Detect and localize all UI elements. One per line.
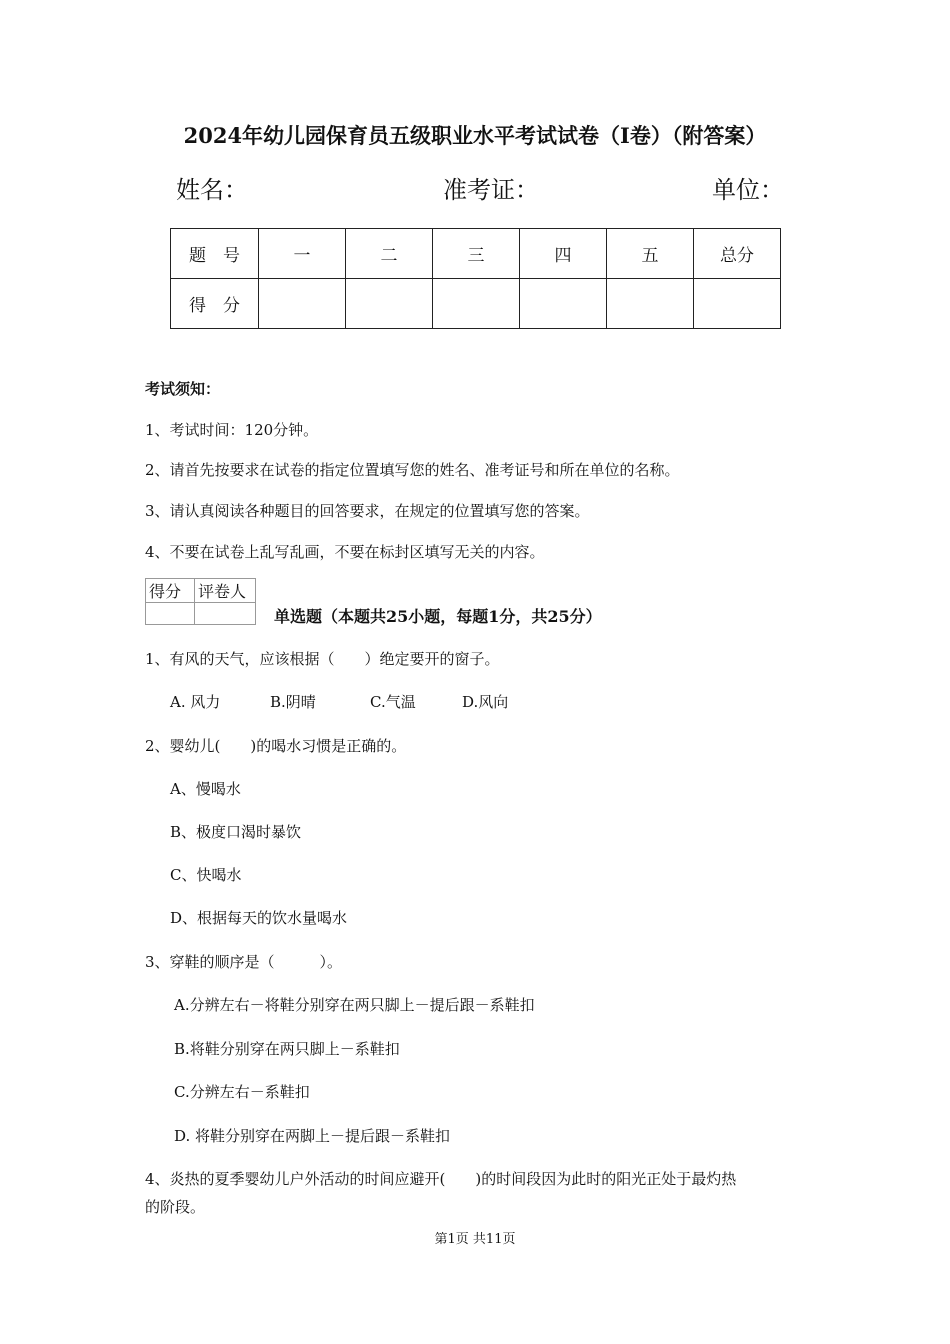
question-option: C.分辨左右－系鞋扣	[174, 1083, 310, 1101]
exam-id-label: 准考证：	[443, 176, 539, 204]
question-stem: 1、有风的天气，应该根据（ ）绝定要开的窗子。	[145, 650, 500, 668]
question-option: C、快喝水	[170, 866, 242, 884]
question-option: D. 将鞋分别穿在两脚上－提后跟－系鞋扣	[174, 1127, 451, 1145]
unit-label: 单位：	[712, 176, 784, 204]
score-row-label: 得 分	[171, 279, 259, 329]
notice-item: 2、请首先按要求在试卷的指定位置填写您的姓名、准考证号和所在单位的名称。	[145, 461, 680, 479]
score-cell[interactable]	[433, 279, 520, 329]
score-table-score-row	[171, 279, 781, 329]
page-footer: 第1页 共11页	[434, 1232, 516, 1247]
score-cell[interactable]	[607, 279, 694, 329]
question-option: A. 风力	[170, 693, 221, 711]
question-stem: 4、炎热的夏季婴幼儿户外活动的时间应避开( )的时间段因为此时的阳光正处于最灼热	[145, 1170, 737, 1188]
score-header-cell: 总分	[694, 229, 781, 279]
score-cell[interactable]	[694, 279, 781, 329]
notice-heading: 考试须知：	[145, 380, 221, 398]
grader-score-label: 得分	[146, 579, 195, 603]
question-option: D、根据每天的饮水量喝水	[170, 909, 348, 927]
question-stem: 3、穿鞋的顺序是（ ）。	[145, 953, 343, 971]
grader-table	[145, 578, 256, 625]
score-cell[interactable]	[520, 279, 607, 329]
score-cell[interactable]	[259, 279, 346, 329]
question-option: B、极度口渴时暴饮	[170, 823, 302, 841]
name-label: 姓名：	[176, 176, 248, 204]
section-title: 单选题（本题共25小题，每题1分，共25分）	[274, 607, 602, 626]
grader-reviewer-label: 评卷人	[195, 579, 256, 603]
score-header-cell: 二	[346, 229, 433, 279]
question-option: B.阴晴	[270, 693, 316, 711]
question-stem: 2、婴幼儿( )的喝水习惯是正确的。	[145, 737, 407, 755]
notice-item: 1、考试时间：120分钟。	[145, 421, 319, 439]
score-cell[interactable]	[346, 279, 433, 329]
score-header-cell: 题 号	[171, 229, 259, 279]
score-table-header-row	[171, 229, 781, 279]
score-header-cell: 三	[433, 229, 520, 279]
grader-reviewer-cell[interactable]	[195, 603, 256, 625]
score-header-cell: 一	[259, 229, 346, 279]
notice-item: 4、不要在试卷上乱写乱画，不要在标封区填写无关的内容。	[145, 543, 545, 561]
question-option: C.气温	[370, 693, 416, 711]
question-stem-continuation: 的阶段。	[145, 1198, 206, 1216]
question-option: A、慢喝水	[170, 780, 241, 798]
score-table	[170, 228, 781, 329]
question-option: D.风向	[462, 693, 509, 711]
question-option: A.分辨左右－将鞋分别穿在两只脚上－提后跟－系鞋扣	[174, 996, 535, 1014]
page-title: 2024年幼儿园保育员五级职业水平考试试卷（I卷）（附答案）	[183, 123, 767, 148]
score-header-cell: 四	[520, 229, 607, 279]
question-option: B.将鞋分别穿在两只脚上－系鞋扣	[174, 1040, 400, 1058]
notice-item: 3、请认真阅读各种题目的回答要求，在规定的位置填写您的答案。	[145, 502, 590, 520]
grader-score-cell[interactable]	[146, 603, 195, 625]
score-header-cell: 五	[607, 229, 694, 279]
